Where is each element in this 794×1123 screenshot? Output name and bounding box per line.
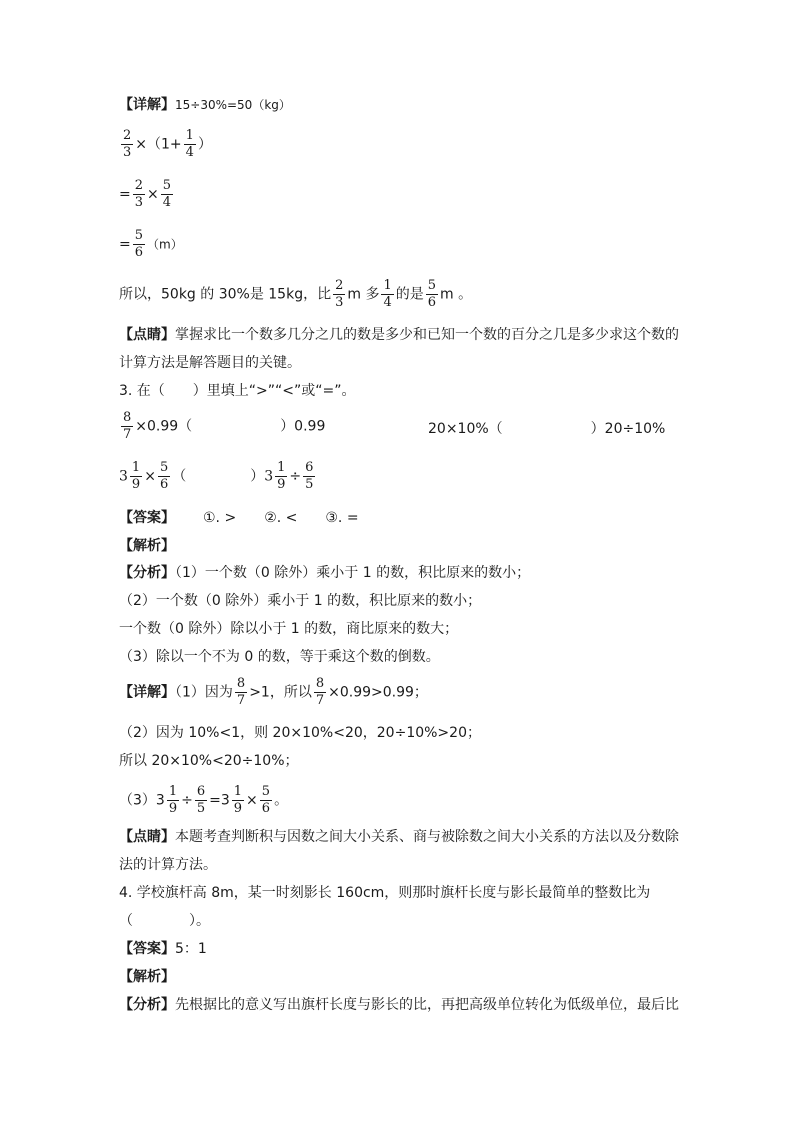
fraction: $\frac{8}{7}$ <box>236 676 246 708</box>
q4-title1: 4. 学校旗杆高 8m，某一时刻影长 160cm，则那时旗杆长度与影长最简单的整数比为 <box>119 885 651 901</box>
q3-detail4: （3）3 $\frac{1}{9}$ ÷ $\frac{6}{5}$ =3 $\frac{1}{9}$ × $\frac{5}{6}$ 。 <box>119 784 289 816</box>
detail-label: 【详解】 <box>119 684 175 701</box>
q2-detail-line3: = $\frac{2}{3}$ × $\frac{5}{4}$ <box>119 178 172 210</box>
fraction: $\frac{5}{6}$ <box>134 228 144 260</box>
fraction: $\frac{1}{9}$ <box>233 784 243 816</box>
q2-detail-line5: 所以，50kg 的 30%是 15kg，比 $\frac{2}{3}$ m 多 $\frac{1}{4}$ 的是 $\frac{5}{6}$ m 。 <box>119 278 473 310</box>
fraction: $\frac{2}{3}$ <box>134 178 144 210</box>
q4-analysis-label: 【解析】 <box>119 969 175 985</box>
fraction: $\frac{5}{6}$ <box>261 784 271 816</box>
fraction: $\frac{1}{4}$ <box>383 278 392 310</box>
fraction: $\frac{8}{7}$ <box>315 676 325 708</box>
q3-fenxi4: （3）除以一个不为 0 的数，等于乘这个数的倒数。 <box>119 649 440 665</box>
q3-fenxi2: （2）一个数（0 除外）乘小于 1 的数，积比原来的数小； <box>119 593 482 609</box>
fraction: $\frac{5}{6}$ <box>159 460 169 492</box>
q3-item1: $\frac{8}{7}$ ×0.99（ ）0.99 <box>123 410 326 442</box>
fraction: $\frac{8}{7}$ <box>123 410 132 442</box>
q3-item3: 3 $\frac{1}{9}$ × $\frac{5}{6}$ （ ）3 $\frac{1}{9}$ ÷ $\frac{6}{5}$ <box>119 460 314 492</box>
answer-label: 【答案】 <box>119 510 175 526</box>
q3-detail3: 所以 20×10%<20÷10%； <box>119 753 299 769</box>
q3-detail2: （2）因为 10%<1，则 20×10%<20，20÷10%>20； <box>119 725 481 741</box>
q3-analysis-label: 【解析】 <box>119 538 175 554</box>
q4-fenxi1: 【分析】先根据比的意义写出旗杆长度与影长的比，再把高级单位转化为低级单位，最后比 <box>119 997 679 1013</box>
detail-label: 【详解】 <box>119 97 175 113</box>
fraction: $\frac{2}{3}$ <box>123 128 132 160</box>
answer-label: 【答案】 <box>119 941 175 957</box>
fraction: $\frac{6}{5}$ <box>305 460 314 492</box>
q4-answer: 【答案】5：1 <box>119 941 207 957</box>
q3-tip1: 【点睛】本题考查判断积与因数之间大小关系、商与被除数之间大小关系的方法以及分数除 <box>119 829 679 845</box>
fraction: $\frac{6}{5}$ <box>196 784 206 816</box>
q2-tip-line2: 计算方法是解答题目的关键。 <box>119 355 301 371</box>
q2-detail-line2: $\frac{2}{3}$ ×（1+ $\frac{1}{4}$ ） <box>123 128 212 160</box>
q4-title2: （ ）。 <box>119 913 210 929</box>
fraction: $\frac{5}{4}$ <box>162 178 172 210</box>
q2-tip-line1: 【点睛】掌握求比一个数多几分之几的数是多少和已知一个数的百分之几是多少求这个数的 <box>119 327 679 343</box>
q3-item2: 20×10%（ ）20÷10% <box>428 421 666 437</box>
fraction: $\frac{1}{4}$ <box>185 128 194 160</box>
analysis-label: 【分析】 <box>119 565 175 581</box>
fraction: $\frac{5}{6}$ <box>427 278 437 310</box>
fraction: $\frac{1}{9}$ <box>277 460 286 492</box>
fraction: $\frac{1}{9}$ <box>168 784 178 816</box>
analysis-label: 【分析】 <box>119 997 175 1013</box>
q2-detail-line1: 【详解】15÷30%=50（kg） <box>119 97 291 113</box>
q3-fenxi1: 【分析】（1）一个数（0 除外）乘小于 1 的数，积比原来的数小； <box>119 565 531 581</box>
q2-detail-line4: = $\frac{5}{6}$ （m） <box>119 228 183 260</box>
fraction: $\frac{2}{3}$ <box>335 278 344 310</box>
q3-tip2: 法的计算方法。 <box>119 857 217 873</box>
q3-answer: 【答案】 ①. > ②. < ③. = <box>119 510 359 526</box>
tip-label: 【点睛】 <box>119 327 175 343</box>
fraction: $\frac{1}{9}$ <box>131 460 141 492</box>
q3-fenxi3: 一个数（0 除外）除以小于 1 的数，商比原来的数大； <box>119 621 459 637</box>
q3-detail1: 【详解】（1）因为 $\frac{8}{7}$ >1，所以 $\frac{8}{7}$ ×0.99>0.99； <box>119 676 428 708</box>
tip-label: 【点睛】 <box>119 829 175 845</box>
q3-title: 3. 在（ ）里填上“>”“<”或“=”。 <box>119 383 356 399</box>
